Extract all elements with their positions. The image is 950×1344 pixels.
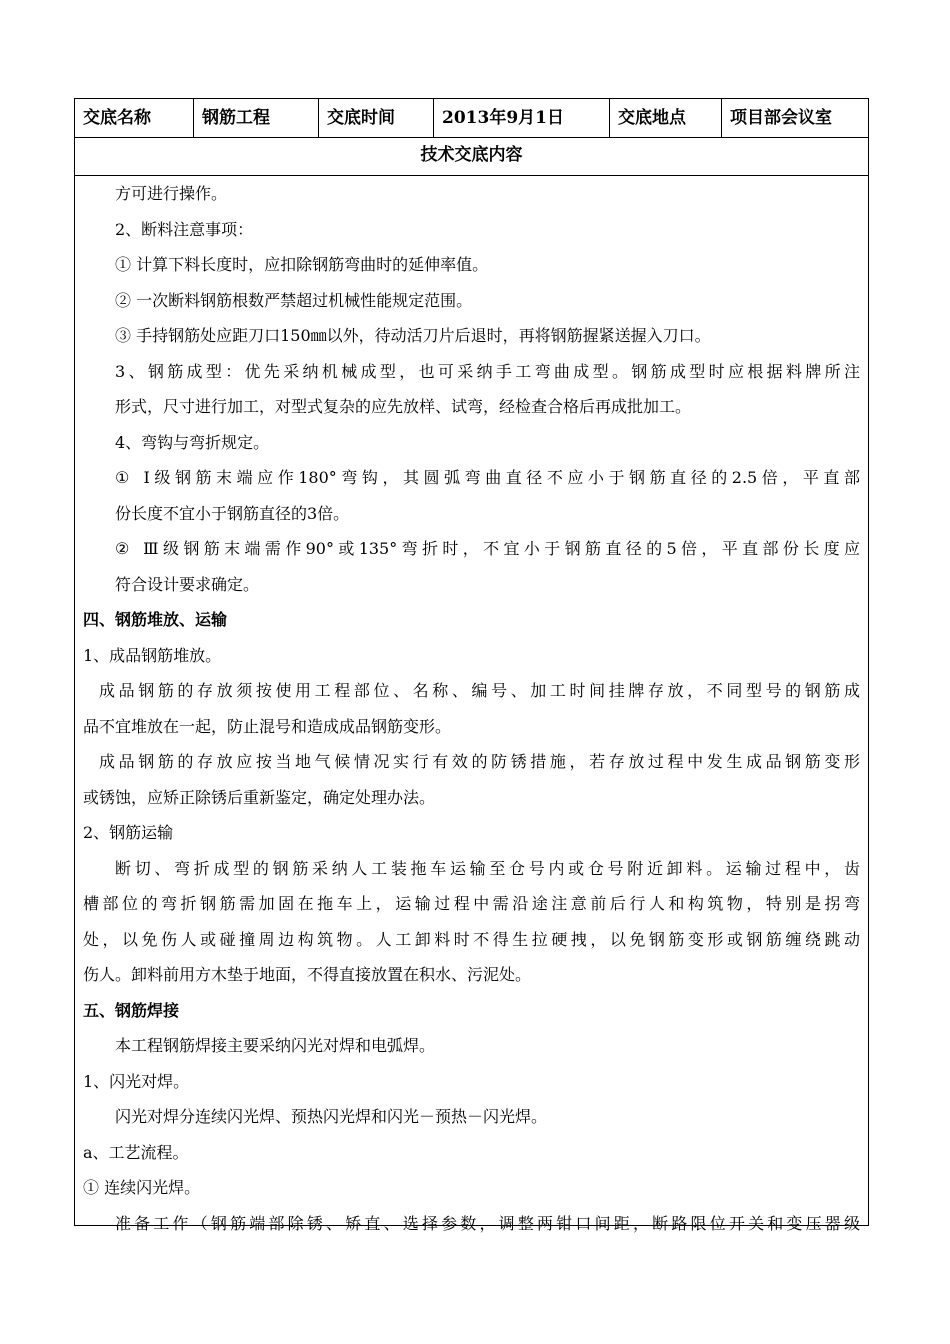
content-line: ① Ⅰ级钢筋末端应作180°弯钩，其圆弧弯曲直径不应小于钢筋直径的2.5倍，平直部 xyxy=(115,468,860,487)
content-line: 1、成品钢筋堆放。 xyxy=(83,645,222,665)
content-line: 准备工作（钢筋端部除锈、矫直、选择参数，调整两钳口间距，断路限位开关和变压器级 xyxy=(115,1213,860,1233)
time-label: 交底时间 xyxy=(319,99,434,137)
content-line: 或锈蚀，应矫正除锈后重新鉴定，确定处理办法。 xyxy=(83,787,436,807)
content-body xyxy=(75,176,868,1241)
content-line: 断切、弯折成型的钢筋采纳人工装拖车运输至仓号内或仓号附近卸料。运输过程中，齿 xyxy=(115,858,860,878)
content-line: ③ 手持钢筋处应距刀口150㎜以外，待动活刀片后退时，再将钢筋握紧送握入刀口。 xyxy=(115,326,711,345)
place-value: 项目部会议室 xyxy=(730,108,832,128)
content-line: 成品钢筋的存放须按使用工程部位、名称、编号、加工时间挂牌存放，不同型号的钢筋成 xyxy=(99,681,860,700)
content-line: 品不宜堆放在一起，防止混号和造成成品钢筋变形。 xyxy=(83,716,452,736)
name-value: 钢筋工程 xyxy=(194,99,319,137)
content-line: 2、断料注意事项： xyxy=(115,219,254,239)
content-line: ① 计算下料长度时，应扣除钢筋弯曲时的延伸率值。 xyxy=(115,255,489,274)
content-line: 伤人。卸料前用方木垫于地面，不得直接放置在积水、污泥处。 xyxy=(83,965,532,984)
content-line: 本工程钢筋焊接主要采纳闪光对焊和电弧焊。 xyxy=(115,1036,436,1055)
time-value: 2013年9月1日 xyxy=(434,99,610,137)
content-line: ② Ⅲ级钢筋末端需作90°或135°弯折时，不宜小于钢筋直径的5倍，平直部份长度应 xyxy=(115,539,860,558)
section-heading: 五、钢筋焊接 xyxy=(83,1000,180,1020)
content-line: ① 连续闪光焊。 xyxy=(83,1178,201,1197)
content-line: a、工艺流程。 xyxy=(83,1142,189,1162)
content-line: 4、弯钩与弯折规定。 xyxy=(115,432,270,452)
content-line: 槽部位的弯折钢筋需加固在拖车上，运输过程中需沿途注意前后行人和构筑物，特别是拐弯 xyxy=(83,894,860,913)
content-line: 处，以免伤人或碰撞周边构筑物。人工卸料时不得生拉硬拽，以免钢筋变形或钢筋缠绕跳动 xyxy=(83,929,860,949)
content-line: 符合设计要求确定。 xyxy=(115,574,260,594)
content-line: 闪光对焊分连续闪光焊、预热闪光焊和闪光－预热－闪光焊。 xyxy=(115,1107,548,1126)
place-label: 交底地点 xyxy=(610,99,722,137)
content-line: 方可进行操作。 xyxy=(115,184,228,203)
technical-disclosure-table xyxy=(74,98,869,1233)
content-line: 形式，尺寸进行加工，对型式复杂的应先放样、试弯，经检查合格后再成批加工。 xyxy=(115,397,692,416)
header-row xyxy=(75,99,868,138)
section-title: 技术交底内容 xyxy=(75,138,868,176)
content-line: 份长度不宜小于钢筋直径的3倍。 xyxy=(115,503,350,523)
content-line: 成品钢筋的存放应按当地气候情况实行有效的防锈措施，若存放过程中发生成品钢筋变形 xyxy=(99,752,860,771)
name-label: 交底名称 xyxy=(75,99,194,137)
section-heading: 四、钢筋堆放、运输 xyxy=(83,610,228,629)
content-line: 2、钢筋运输 xyxy=(83,823,174,842)
content-line: ② 一次断料钢筋根数严禁超过机械性能规定范围。 xyxy=(115,290,473,310)
content-line: 3、钢筋成型：优先采纳机械成型，也可采纳手工弯曲成型。钢筋成型时应根据料牌所注 xyxy=(115,361,860,381)
content-line: 1、闪光对焊。 xyxy=(83,1071,190,1091)
